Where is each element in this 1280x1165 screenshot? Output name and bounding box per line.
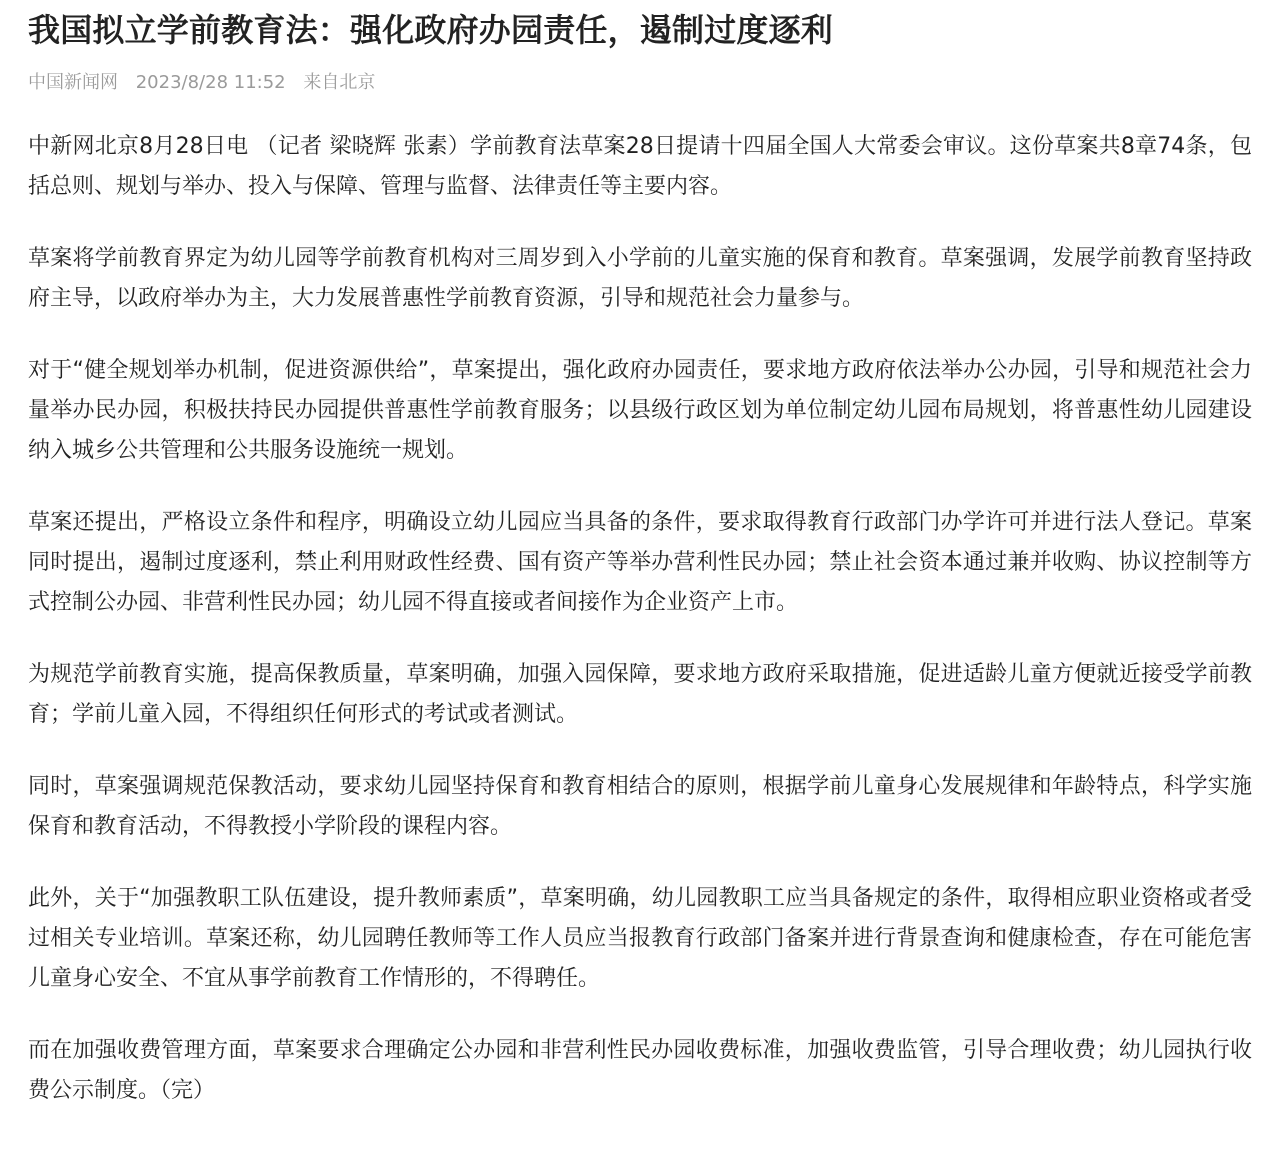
article-title: 我国拟立学前教育法：强化政府办园责任，遏制过度逐利 (28, 11, 834, 49)
article-body (28, 127, 1252, 1111)
article-paragraph: 对于“健全规划举办机制，促进资源供给”，草案提出，强化政府办园责任，要求地方政府依法举办公办园，引导和规范社会力量举办民办园，积极扶持民办园提供普惠性学前教育服务；以县级行政区划为单位制定幼儿园布局规划，将普惠性幼儿园建设纳入城乡公共管理和公共服务设施统一规划。 (28, 358, 1252, 463)
article-paragraph: 草案将学前教育界定为幼儿园等学前教育机构对三周岁到入小学前的儿童实施的保育和教育。草案强调，发展学前教育坚持政府主导，以政府举办为主，大力发展普惠性学前教育资源，引导和规范社会力量参与。 (28, 246, 1252, 311)
article-paragraph: 此外，关于“加强教职工队伍建设，提升教师素质”，草案明确，幼儿园教职工应当具备规定的条件，取得相应职业资格或者受过相关专业培训。草案还称，幼儿园聘任教师等工作人员应当报教育行政部门备案并进行背景查询和健康检查，存在可能危害儿童身心安全、不宜从事学前教育工作情形的，不得聘任。 (28, 886, 1252, 991)
article-paragraph: 而在加强收费管理方面，草案要求合理确定公办园和非营利性民办园收费标准，加强收费监管，引导合理收费；幼儿园执行收费公示制度。（完） (28, 1038, 1252, 1103)
article-meta (28, 71, 1252, 95)
article-paragraph: 草案还提出，严格设立条件和程序，明确设立幼儿园应当具备的条件，要求取得教育行政部门办学许可并进行法人登记。草案同时提出，遏制过度逐利，禁止利用财政性经费、国有资产等举办营利性民办园；禁止社会资本通过兼并收购、协议控制等方式控制公办园、非营利性民办园；幼儿园不得直接或者间接作为企业资产上市。 (28, 510, 1252, 615)
location-label: 来自北京 (303, 72, 376, 93)
article-paragraph: 同时，草案强调规范保教活动，要求幼儿园坚持保育和教育相结合的原则，根据学前儿童身心发展规律和年龄特点，科学实施保育和教育活动，不得教授小学阶段的课程内容。 (28, 774, 1252, 839)
article-paragraph: 为规范学前教育实施，提高保教质量，草案明确，加强入园保障，要求地方政府采取措施，促进适龄儿童方便就近接受学前教育；学前儿童入园，不得组织任何形式的考试或者测试。 (28, 662, 1252, 727)
publish-datetime: 2023/8/28 11:52 (135, 72, 286, 93)
source-name[interactable]: 中国新闻网 (28, 72, 118, 93)
article-paragraph: 中新网北京8月28日电 （记者 梁晓辉 张素）学前教育法草案28日提请十四届全国人大常委会审议。这份草案共8章74条，包括总则、规划与举办、投入与保障、管理与监督、法律责任等主要内容。 (28, 134, 1252, 199)
